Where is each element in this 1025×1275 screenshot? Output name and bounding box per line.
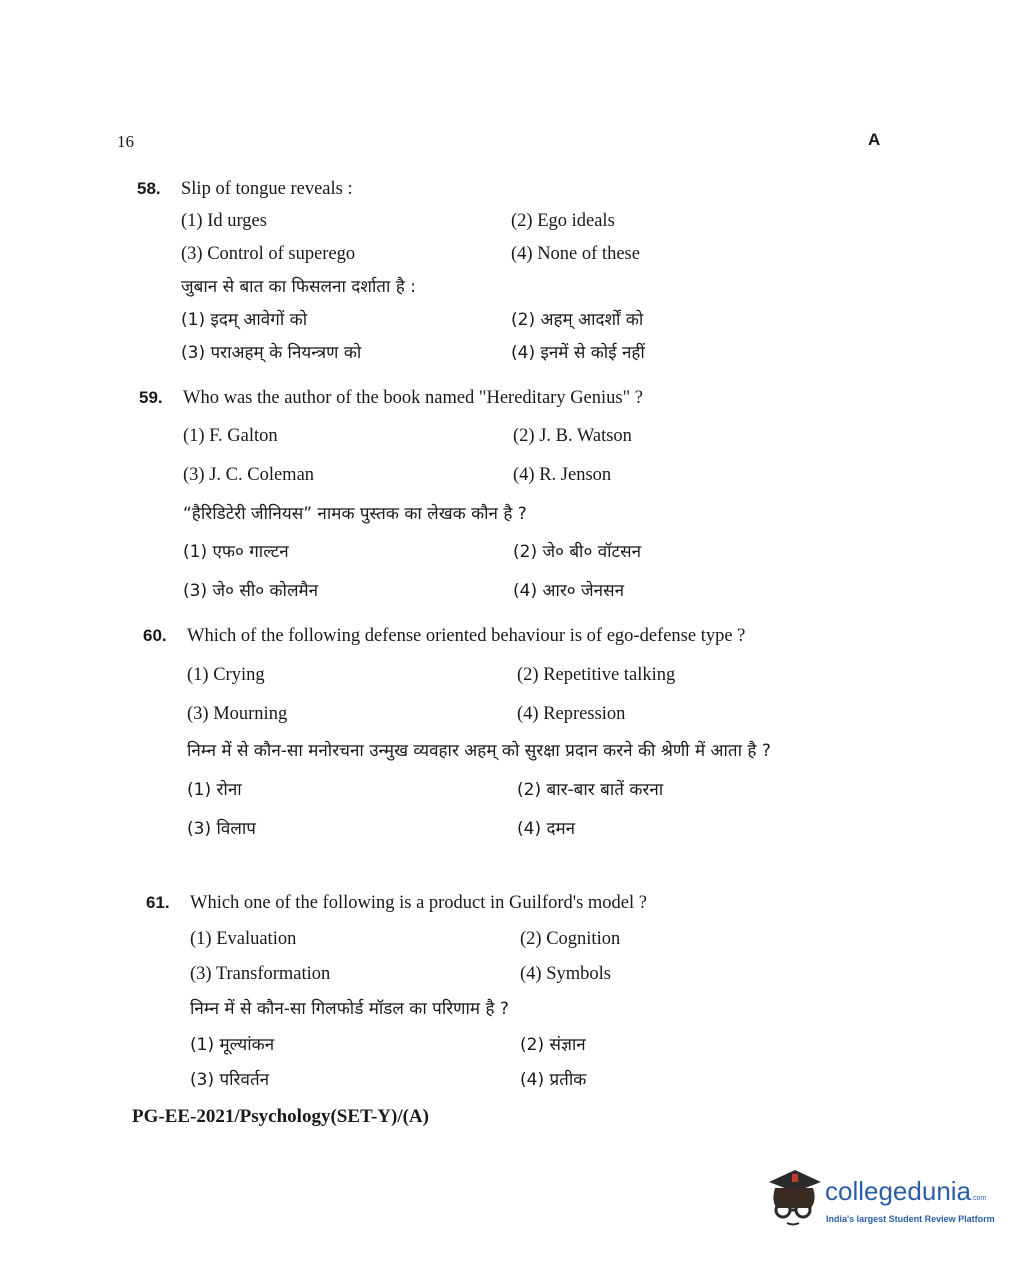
option-en: (1) Evaluation: [190, 929, 297, 949]
option-hi: (1) रोना: [187, 780, 242, 800]
option-en: (3) Transformation: [190, 964, 331, 984]
question-number: 58.: [137, 179, 161, 198]
question-number: 60.: [143, 626, 167, 645]
page-number: 16: [117, 132, 134, 151]
logo-tagline: India's largest Student Review Platform: [826, 1214, 995, 1224]
question-59: [139, 386, 859, 603]
option-en: (4) Repression: [517, 704, 626, 724]
option-hi: (1) मूल्यांकन: [190, 1035, 275, 1055]
option-hi: (2) जे० बी० वॉटसन: [513, 542, 642, 562]
option-en: (3) J. C. Coleman: [183, 465, 315, 485]
question-60: [143, 624, 895, 841]
option-en: (2) Cognition: [520, 929, 621, 949]
question-text-en: Which of the following defense oriented behaviour is of ego-defense type ?: [187, 626, 746, 646]
question-number: 61.: [146, 893, 170, 912]
logo-wordmark: collegedunia.com: [825, 1176, 987, 1206]
option-hi: (2) बार-बार बातें करना: [517, 780, 664, 800]
option-en: (2) J. B. Watson: [513, 426, 632, 446]
option-hi: (4) आर० जेनसन: [513, 581, 625, 601]
option-en: (4) R. Jenson: [513, 465, 612, 485]
question-text-en: Slip of tongue reveals :: [181, 179, 353, 199]
option-hi: (2) संज्ञान: [520, 1035, 586, 1055]
graduate-mascot-icon: [765, 1168, 823, 1234]
option-hi: (3) परिवर्तन: [190, 1070, 270, 1090]
option-en: (1) F. Galton: [183, 426, 278, 446]
question-text-en: Who was the author of the book named "Hereditary Genius" ?: [183, 388, 643, 408]
option-en: (3) Mourning: [187, 704, 288, 724]
question-number: 59.: [139, 388, 163, 407]
option-en: (1) Crying: [187, 665, 265, 685]
question-text-hi: “हैरिडिटेरी जीनियस” नामक पुस्तक का लेखक कौन है ?: [183, 504, 527, 524]
option-en: (3) Control of superego: [181, 244, 356, 264]
collegedunia-logo[interactable]: [765, 1168, 995, 1238]
option-en: (2) Ego ideals: [511, 211, 615, 231]
option-hi: (3) विलाप: [187, 819, 256, 839]
question-text-en: Which one of the following is a product in Guilford's model ?: [190, 893, 647, 913]
option-hi: (1) एफ० गाल्टन: [183, 542, 289, 562]
set-label: A: [868, 130, 881, 149]
option-en: (4) None of these: [511, 244, 640, 264]
option-en: (1) Id urges: [181, 211, 267, 231]
question-58: [137, 177, 857, 365]
option-hi: (1) इदम् आवेगों को: [181, 310, 308, 330]
question-text-hi: निम्न में से कौन-सा मनोरचना उन्मुख व्यवहार अहम् को सुरक्षा प्रदान करने की श्रेणी में आता है ?: [187, 741, 771, 761]
option-en: (4) Symbols: [520, 964, 611, 984]
option-en: (2) Repetitive talking: [517, 665, 676, 685]
question-61: [146, 891, 866, 1092]
question-text-hi: निम्न में से कौन-सा गिलफोर्ड मॉडल का परिणाम है ?: [190, 999, 509, 1019]
question-text-hi: जुबान से बात का फिसलना दर्शाता है :: [181, 277, 416, 297]
option-hi: (2) अहम् आदर्शों को: [511, 310, 644, 330]
option-hi: (4) प्रतीक: [520, 1070, 587, 1090]
option-hi: (4) इनमें से कोई नहीं: [511, 343, 645, 363]
option-hi: (3) जे० सी० कोलमैन: [183, 581, 319, 601]
paper-code-footer: PG-EE-2021/Psychology(SET-Y)/(A): [132, 1106, 429, 1127]
option-hi: (3) पराअहम् के नियन्त्रण को: [181, 343, 362, 363]
option-hi: (4) दमन: [517, 819, 576, 839]
